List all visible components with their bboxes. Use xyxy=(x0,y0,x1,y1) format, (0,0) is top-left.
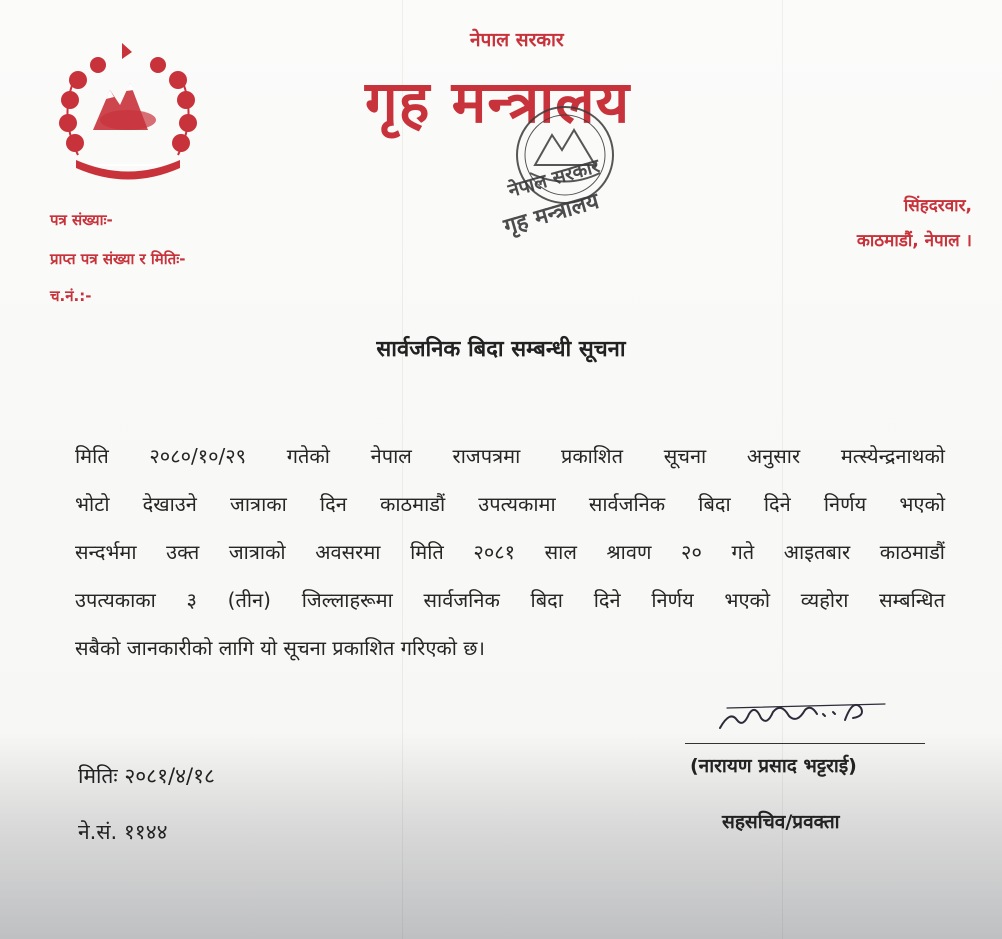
body-line: मिति २०८०/१०/२९ गतेको नेपाल राजपत्रमा प्रकाशित सूचना अनुसार मत्स्येन्द्रनाथको xyxy=(75,444,945,468)
notice-body xyxy=(75,432,945,672)
stamp-text-line2: गृह मन्त्रालय xyxy=(501,188,602,240)
notice-date: मितिः २०८१/४/१८ xyxy=(78,764,215,788)
dispatch-number-label: च.नं.:- xyxy=(50,287,92,305)
government-name: नेपाल सरकार xyxy=(470,29,564,51)
signature-line xyxy=(685,743,925,744)
notice-subject: सार्वजनिक बिदा सम्बन्धी सूचना xyxy=(376,337,626,362)
body-line: सबैको जानकारीको लागि यो सूचना प्रकाशित गरिएको छ। xyxy=(75,636,485,660)
handwritten-signature-icon xyxy=(715,690,895,735)
body-line: भोटो देखाउने जात्राका दिन काठमाडौं उपत्यकामा सार्वजनिक बिदा दिने निर्णय भएको xyxy=(75,492,945,516)
nepal-emblem-icon xyxy=(48,35,208,185)
address-line2: काठमाडौं, नेपाल । xyxy=(856,231,972,251)
letter-number-label: पत्र संख्याः- xyxy=(50,211,113,229)
stamp-text-line1: नेपाल सरकार xyxy=(505,155,602,203)
ministry-title: गृह मन्त्रालय xyxy=(365,68,631,136)
signatory-designation: सहसचिव/प्रवक्ता xyxy=(722,811,840,833)
body-line: उपत्यकाका ३ (तीन) जिल्लाहरूमा सार्वजनिक बिदा दिने निर्णय भएको व्यहोरा सम्बन्धित xyxy=(75,588,945,612)
body-line: सन्दर्भमा उक्त जात्राको अवसरमा मिति २०८१ साल श्रावण २० गते आइतबार काठमाडौं xyxy=(75,540,945,564)
nepal-sambat-year: ने.सं. ११४४ xyxy=(78,820,168,844)
address-line1: सिंहदरवार, xyxy=(903,196,972,216)
received-letter-label: प्राप्त पत्र संख्या र मितिः- xyxy=(50,250,186,268)
signatory-name: (नारायण प्रसाद भट्टराई) xyxy=(690,755,857,777)
